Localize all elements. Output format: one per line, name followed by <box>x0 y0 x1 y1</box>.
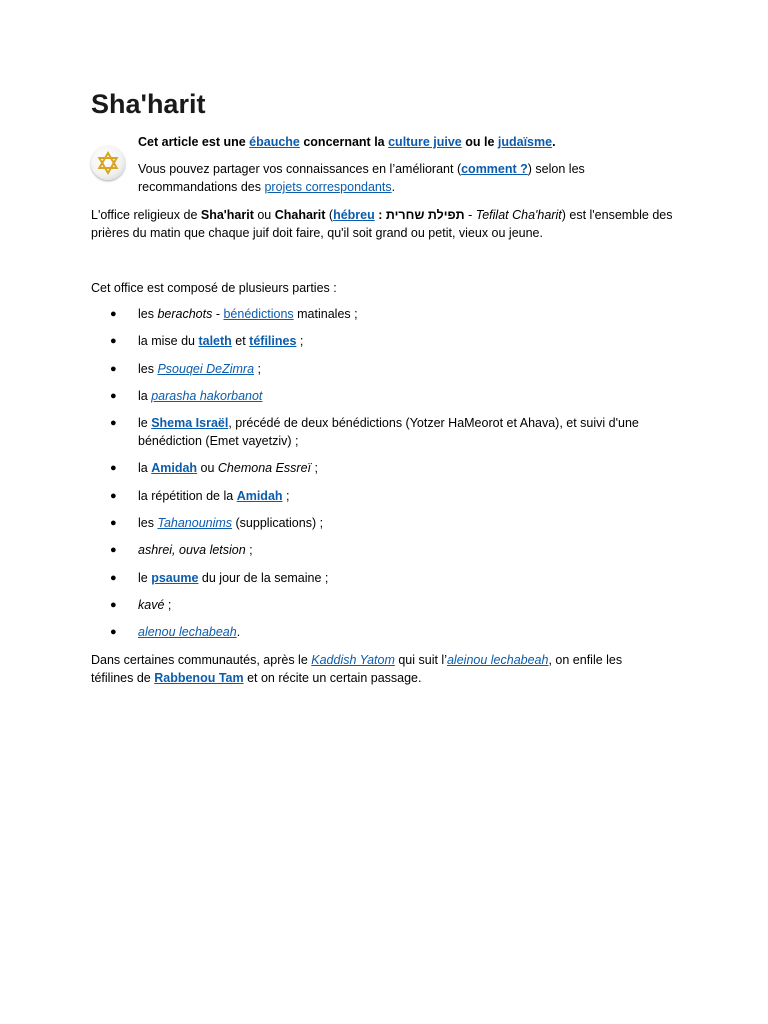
bullet: ● <box>110 489 117 502</box>
item-text: les <box>138 361 158 376</box>
link-alenou-lechabeah[interactable]: alenou lechabeah <box>138 625 237 640</box>
intro-text: L'office religieux de <box>91 208 201 222</box>
link-aleinou-lechabeah[interactable]: aleinou lechabeah <box>446 653 549 667</box>
link-culture-juive[interactable]: culture juive <box>388 135 462 149</box>
closing-text: Dans certaines communautés, après le <box>91 653 312 667</box>
link-parasha-hakorbanot[interactable]: parasha hakorbanot <box>151 388 263 403</box>
list-item <box>91 459 681 477</box>
item-text: la <box>138 388 152 403</box>
item-text: ; <box>311 461 318 476</box>
item-italic: kavé <box>138 597 165 612</box>
bullet: ● <box>110 571 117 584</box>
link-psaume[interactable]: psaume <box>151 570 199 585</box>
item-text: du jour de la semaine ; <box>198 570 329 585</box>
link-taleth[interactable]: taleth <box>198 334 232 349</box>
notice-text: ou le <box>461 135 498 149</box>
notice-text: . <box>552 135 556 149</box>
item-italic: ashrei, ouva letsion <box>138 543 246 558</box>
item-italic: Chemona Essreï <box>217 461 312 476</box>
bullet: ● <box>110 626 117 639</box>
link-shema-israel[interactable]: Shema Israël <box>151 416 229 431</box>
bullet: ● <box>110 362 117 375</box>
bullet: ● <box>110 308 117 320</box>
term-shaharit: Sha'harit <box>200 208 254 222</box>
link-amidah[interactable]: Amidah <box>151 461 198 476</box>
list-item <box>91 332 681 350</box>
star-of-david-icon <box>91 146 125 180</box>
link-benedictions[interactable]: bénédictions <box>223 307 294 321</box>
closing-paragraph <box>91 651 661 687</box>
list-item <box>91 305 681 323</box>
item-text: et <box>231 334 250 349</box>
parts-list <box>91 305 681 651</box>
list-item <box>91 514 681 532</box>
term-chaharit: Chaharit <box>274 208 326 222</box>
bullet: ● <box>110 462 117 475</box>
notice-text: ) selon les recommandations des <box>138 162 585 194</box>
bullet: ● <box>110 335 117 348</box>
item-text: le <box>138 570 152 585</box>
link-tefilines[interactable]: téfilines <box>249 334 297 349</box>
notice-text: Cet article est une <box>138 135 250 149</box>
intro-text: ( <box>325 208 334 222</box>
list-item <box>91 414 681 450</box>
link-judaisme[interactable]: judaïsme <box>497 135 553 149</box>
link-comment[interactable]: comment ? <box>461 162 528 176</box>
item-text: le <box>138 416 152 431</box>
bullet: ● <box>110 598 117 611</box>
link-psouqei-dezimra[interactable]: Psouqei DeZimra <box>157 361 255 376</box>
bullet: ● <box>110 544 117 557</box>
stub-notice <box>138 133 658 196</box>
link-tahanounims[interactable]: Tahanounims <box>157 516 233 531</box>
list-item <box>91 487 681 505</box>
hebrew-term: תפילת שחרית <box>385 208 465 222</box>
closing-text: et on récite un certain passage. <box>243 671 422 685</box>
notice-line-1 <box>138 133 658 151</box>
intro-text: - <box>464 208 476 222</box>
page-title: Sha'harit <box>91 89 206 119</box>
item-text: ; <box>164 597 172 612</box>
item-text: les <box>138 307 158 321</box>
item-text: ; <box>282 488 290 503</box>
list-item <box>91 569 681 587</box>
link-kaddish-yatom[interactable]: Kaddish Yatom <box>311 653 395 667</box>
link-projets-correspondants[interactable]: projets correspondants <box>264 180 392 194</box>
list-item <box>91 541 681 559</box>
list-item <box>91 623 681 641</box>
link-hebreu[interactable]: hébreu <box>333 208 375 222</box>
item-text: , précédé de deux bénédictions (Yotzer HaMeorot et Ahava), et suivi d'une bénédiction (Emet vayetziv) ; <box>138 416 639 449</box>
bullet: ● <box>110 389 117 402</box>
list-item <box>91 596 681 614</box>
notice-text: . <box>391 180 396 194</box>
parts-intro: Cet office est composé de plusieurs parties : <box>91 281 337 295</box>
closing-text: qui suit l’ <box>394 653 447 667</box>
closing-text: , on enfile les téfilines de <box>91 653 623 685</box>
item-text: . <box>236 625 241 640</box>
list-item <box>91 387 681 405</box>
link-rabbenou-tam[interactable]: Rabbenou Tam <box>154 671 244 685</box>
item-text: la <box>138 461 152 476</box>
item-text: - <box>212 307 224 321</box>
item-text: (supplications) ; <box>232 516 324 531</box>
item-text: ; <box>296 334 304 349</box>
intro-text: ) est l'ensemble des prières du matin que chaque juif doit faire, qu'il soit grand ou petit, vieux ou jeune. <box>91 208 673 240</box>
item-text: la mise du <box>138 334 199 349</box>
item-italic: berachots <box>157 307 213 321</box>
bullet: ● <box>110 417 117 430</box>
intro-text: ou <box>253 208 275 222</box>
list-item <box>91 360 681 378</box>
item-text: ou <box>197 461 218 476</box>
term-tefilat: Tefilat Cha'harit <box>475 208 562 222</box>
bullet: ● <box>110 517 117 530</box>
link-amidah-repetition[interactable]: Amidah <box>236 488 283 503</box>
item-text: la répétition de la <box>138 488 237 503</box>
item-text: les <box>138 516 158 531</box>
notice-text: concernant la <box>299 135 389 149</box>
notice-line-2 <box>138 160 658 196</box>
item-text: ; <box>254 361 261 376</box>
item-text: ; <box>245 543 253 558</box>
intro-text: : <box>374 208 386 222</box>
notice-text: Vous pouvez partager vos connaissances en l’améliorant ( <box>138 162 462 176</box>
intro-paragraph <box>91 206 681 242</box>
link-ebauche[interactable]: ébauche <box>249 135 300 149</box>
item-text: matinales ; <box>293 307 358 321</box>
